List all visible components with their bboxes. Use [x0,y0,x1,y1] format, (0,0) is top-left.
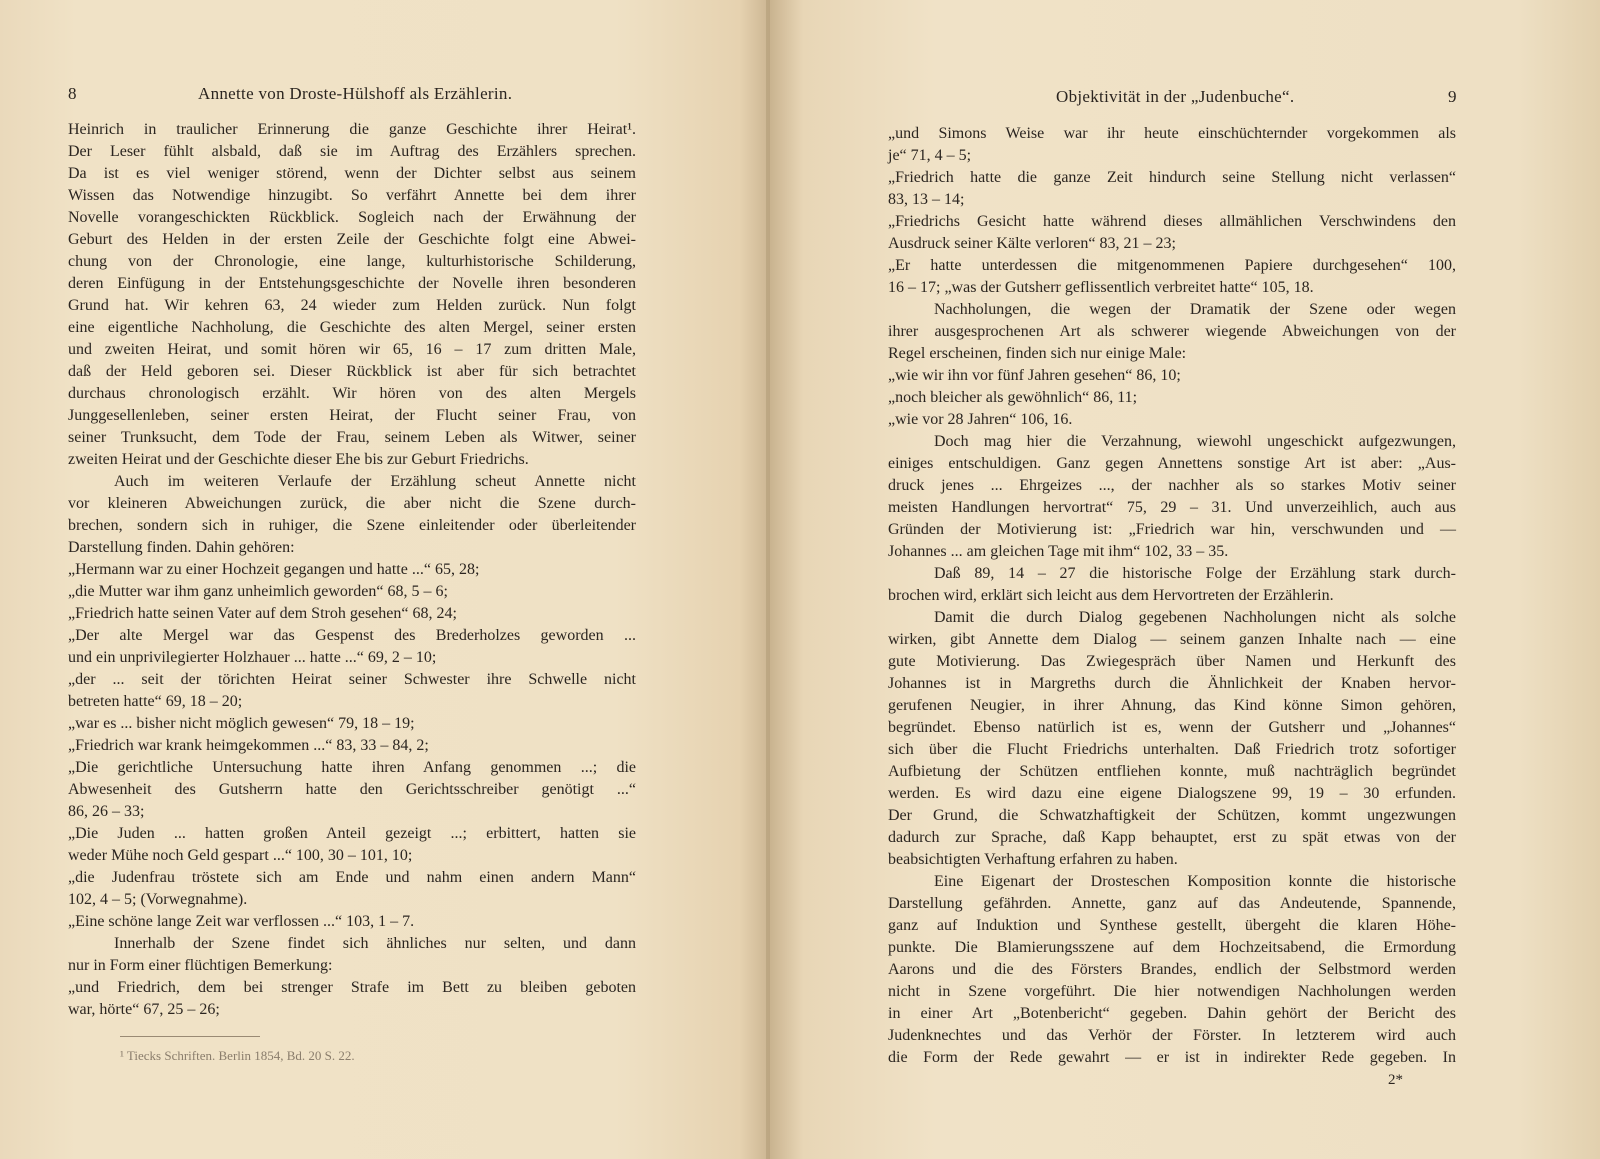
text-line: Johannes ... am gleichen Tage mit ihm“ 102, 33 – 35. [888,543,1229,560]
text-line: Darstellung finden. Dahin gehören: [68,539,295,556]
text-line: Innerhalb der Szene findet sich ähnliches nur selten, und dann [114,935,636,952]
text-line: 83, 13 – 14; [888,191,965,208]
text-line: Damit die durch Dialog gegebenen Nachholungen nicht als solche [934,609,1456,626]
text-line: „Hermann war zu einer Hochzeit gegangen und hatte ...“ 65, 28; [68,561,480,578]
text-line: vor kleineren Abweichungen zurück, die aber nicht die Szene durch- [68,495,636,512]
text-line: ihrer ausgesprochenen Art als schwerer wiegende Abweichungen von der [888,323,1456,340]
text-line: Ausdruck seiner Kälte verloren“ 83, 21 – 23; [888,235,1176,252]
text-line: Judenknechtes und das Verhör der Förster. In letzterem wird auch [888,1027,1456,1044]
text-line: sich über die Flucht Friedrichs unterhalten. Daß Friedrich trotz sofortiger [888,741,1456,758]
text-line: Auch im weiteren Verlaufe der Erzählung scheut Annette nicht [114,473,636,490]
text-line: Nachholungen, die wegen der Dramatik der Szene oder wegen [934,301,1456,318]
text-line: „die Judenfrau tröstete sich am Ende und nahm einen andern Mann“ [68,869,636,886]
text-line: und ein unprivilegierter Holzhauer ... hatte ...“ 69, 2 – 10; [68,649,437,666]
text-line: „Friedrich hatte seinen Vater auf dem Stroh gesehen“ 68, 24; [68,605,457,622]
text-line: Da ist es viel weniger störend, wenn der Dichter selbst aus seinem [68,165,636,182]
text-line: „noch bleicher als gewöhnlich“ 86, 11; [888,389,1138,406]
text-line: nicht in Szene vorgeführt. Die hier notwendigen Nachholungen werden [888,983,1456,1000]
text-line: Der Leser fühlt alsbald, daß sie im Auftrag des Erzählers sprechen. [68,143,636,160]
text-line: gute Motivierung. Das Zwiegespräch über Namen und Herkunft des [888,653,1456,670]
text-line: Eine Eigenart der Drosteschen Komposition konnte die historische [934,873,1456,890]
text-line: Darstellung gefährden. Annette, ganz auf das Andeutende, Spannende, [888,895,1456,912]
text-line: weder Mühe noch Geld gespart ...“ 100, 30 – 101, 10; [68,847,413,864]
text-line: „Eine schöne lange Zeit war verflossen ...“ 103, 1 – 7. [68,913,415,930]
text-line: „Friedrich war krank heimgekommen ...“ 83, 33 – 84, 2; [68,737,429,754]
footnote: ¹ Tiecks Schriften. Berlin 1854, Bd. 20 S. 22. [120,1048,355,1063]
text-line: „und Friedrich, dem bei strenger Strafe im Bett zu bleiben geboten [68,979,636,996]
text-line: Aarons und die des Försters Brandes, endlich der Selbstmord werden [888,961,1456,978]
text-line: Gründen der Motivierung ist: „Friedrich war hin, verschwunden und — [888,521,1456,538]
text-line: „Er hatte unterdessen die mitgenommenen Papiere durchgesehen“ 100, [888,257,1456,274]
running-head: Objektivität in der „Judenbuche“. [1056,87,1295,106]
text-line: Regel erscheinen, finden sich nur einige Male: [888,345,1187,362]
text-line: betreten hatte“ 69, 18 – 20; [68,693,243,710]
text-line: „war es ... bisher nicht möglich gewesen“ 79, 18 – 19; [68,715,415,732]
text-line: eine eigentliche Nachholung, die Geschichte des alten Mergel, seiner ersten [68,319,636,336]
text-line: gerufenen Neugier, in ihrer Ahnung, das Kind könne Simon gehören, [888,697,1456,714]
text-line: Wissen das Notwendige hinzugibt. So verfährt Annette bei dem ihrer [68,187,636,204]
text-line: „der ... seit der törichten Heirat seiner Schwester ihre Schwelle nicht [68,671,636,688]
text-line: brochen wird, erklärt sich leicht aus dem Hervortreten der Erzählerin. [888,587,1334,604]
text-line: „die Mutter war ihm ganz unheimlich geworden“ 68, 5 – 6; [68,583,448,600]
running-head: Annette von Droste-Hülshoff als Erzählerin. [198,84,513,103]
text-line: Der Grund, die Schwatzhaftigkeit der Schützen, kommt ungezwungen [888,807,1456,824]
text-line: Aufbietung der Schützen entfliehen konnte, muß nachträglich begründet [888,763,1456,780]
text-line: Geburt des Helden in der ersten Zeile der Geschichte folgt eine Abwei- [68,231,636,248]
text-line: daß der Held geboren sei. Dieser Rückblick ist aber für sich betrachtet [68,363,636,380]
left-page [0,0,770,1159]
text-line: und zweiten Heirat, und somit hören wir 65, 16 – 17 zum dritten Male, [68,341,636,358]
text-line: in einer Art „Botenbericht“ gegeben. Dahin gehört der Bericht des [888,1005,1456,1022]
text-line: je“ 71, 4 – 5; [888,147,972,164]
text-line: chung von der Chronologie, eine lange, kulturhistorische Schilderung, [68,253,636,270]
text-line: 102, 4 – 5; (Vorwegnahme). [68,891,248,908]
text-line: Doch mag hier die Verzahnung, wiewohl ungeschickt aufgezwungen, [934,433,1456,450]
text-line: 86, 26 – 33; [68,803,145,820]
text-line: „und Simons Weise war ihr heute einschüchternder vorgekommen als [888,125,1456,142]
signature-mark: 2* [1388,1072,1403,1088]
page-number: 8 [68,84,77,103]
text-line: begründet. Ebenso natürlich ist es, wenn der Gutsherr und „Johannes“ [888,719,1456,736]
text-line: meisten Handlungen hervortrat“ 75, 29 – 31. Und unverzeihlich, auch aus [888,499,1456,516]
text-line: war, hörte“ 67, 25 – 26; [68,1001,220,1018]
footnote-rule [120,1036,260,1037]
text-line: Novelle vorangeschickten Rückblick. Sogleich nach der Erwähnung der [68,209,636,226]
text-line: beabsichtigten Verhaftung erfahren zu haben. [888,851,1178,868]
text-line: „wie wir ihn vor fünf Jahren gesehen“ 86, 10; [888,367,1181,384]
text-line: punkte. Die Blamierungsszene auf dem Hochzeitsabend, die Ermordung [888,939,1456,956]
text-line: „Die gerichtliche Untersuchung hatte ihren Anfang genommen ...; die [68,759,636,776]
text-line: ganz auf Induktion und Synthese gestellt, übergeht die klaren Höhe- [888,917,1456,934]
text-line: Johannes ist in Margreths durch die Ähnlichkeit der Knaben hervor- [888,675,1456,692]
text-line: einiges entschuldigen. Ganz gegen Annettens sonstige Art ist aber: „Aus- [888,455,1456,472]
body-text [68,119,636,1021]
text-line: dadurch zur Sprache, daß Kapp behauptet, erst zu spät etwas von der [888,829,1456,846]
text-line: „Friedrich hatte die ganze Zeit hindurch seine Stellung nicht verlassen“ [888,169,1456,186]
text-line: nur in Form einer flüchtigen Bemerkung: [68,957,333,974]
text-line: „Die Juden ... hatten großen Anteil gezeigt ...; erbittert, hatten sie [68,825,636,842]
text-line: druck jenes ... Ehrgeizes ..., der nachher als so starkes Motiv seiner [888,477,1456,494]
text-line: werden. Es wird dazu eine eigene Dialogszene 99, 19 – 30 erfunden. [888,785,1456,802]
text-line: durchaus chronologisch erzählt. Wir hören von des alten Mergels [68,385,636,402]
text-line: zweiten Heirat und der Geschichte dieser Ehe bis zur Geburt Friedrichs. [68,451,529,468]
book-gutter [766,0,770,1159]
text-line: Heinrich in traulicher Erinnerung die ganze Geschichte ihrer Heirat¹. [68,121,636,138]
text-line: brechen, sondern sich in ruhiger, die Szene einleitender oder überleitender [68,517,636,534]
text-line: Daß 89, 14 – 27 die historische Folge der Erzählung stark durch- [934,565,1456,582]
text-line: deren Einfügung in der Entstehungsgeschichte der Novelle ihren besonderen [68,275,636,292]
text-line: „wie vor 28 Jahren“ 106, 16. [888,411,1073,428]
page-number: 9 [1448,87,1457,106]
text-line: „Der alte Mergel war das Gespenst des Brederholzes geworden ... [68,627,636,644]
text-line: 16 – 17; „was der Gutsherr geflissentlich verbreitet hatte“ 105, 18. [888,279,1314,296]
text-line: Junggesellenleben, seiner ersten Heirat, der Flucht seiner Frau, von [68,407,636,424]
text-line: die Form der Rede gewahrt — er ist in indirekter Rede gegeben. In [888,1049,1456,1066]
text-line: Abwesenheit des Gutsherrn hatte den Gerichtsschreiber genötigt ...“ [68,781,636,798]
text-line: Grund hat. Wir kehren 63, 24 wieder zum Helden zurück. Nun folgt [68,297,636,314]
text-line: wirken, gibt Annette dem Dialog — seinem ganzen Inhalte nach — eine [888,631,1456,648]
text-line: seiner Trunksucht, dem Tode der Frau, seinem Leben als Witwer, seiner [68,429,636,446]
text-line: „Friedrichs Gesicht hatte während dieses allmählichen Verschwindens den [888,213,1456,230]
body-text [888,123,1456,1069]
